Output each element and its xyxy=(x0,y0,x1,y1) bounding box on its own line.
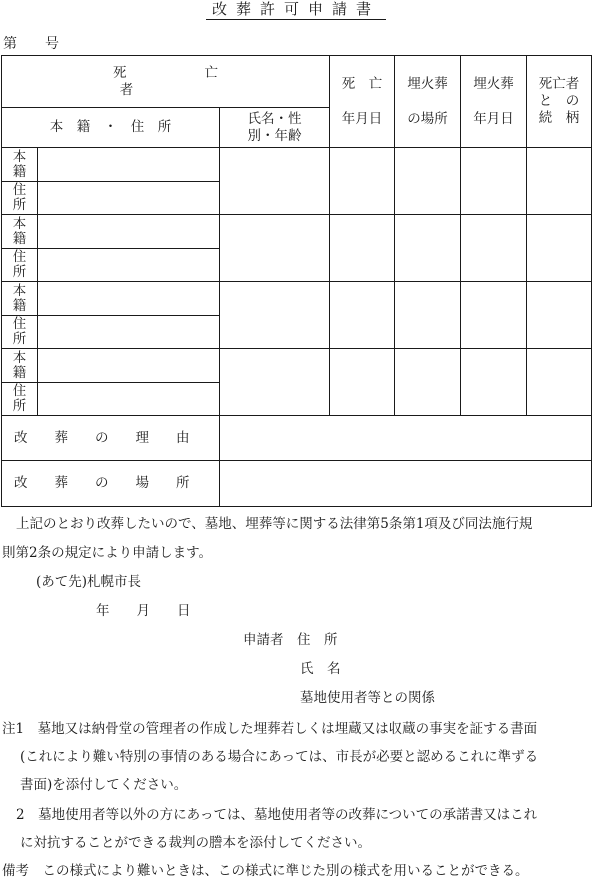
header-burial-date-line1: 埋火葬 xyxy=(473,75,514,92)
burial-place-field[interactable] xyxy=(395,215,461,282)
name-sex-age-field[interactable] xyxy=(220,148,330,215)
honseki-field[interactable] xyxy=(38,148,220,182)
name-sex-age-field[interactable] xyxy=(220,282,330,349)
remarks-line: 備考 この様式により難いときは、この様式に準じた別の様式を用いることができる。 xyxy=(2,863,529,879)
honseki-char-2: 籍 xyxy=(12,364,27,381)
note-2-line-1: 2 墓地使用者等以外の方にあっては、墓地使用者等の改葬についての承諾書又はこれ xyxy=(16,807,538,823)
relation-field[interactable] xyxy=(527,282,592,349)
applicant-relation-label: 墓地使用者等との関係 xyxy=(300,690,435,706)
relation-field[interactable] xyxy=(527,215,592,282)
form-title-text: 改葬許可申請書 xyxy=(206,0,386,20)
jusho-char-1: 住 xyxy=(12,182,27,198)
jusho-char-1: 住 xyxy=(12,249,27,265)
reburial-place-label: 改 葬 の 場 所 xyxy=(2,461,220,507)
header-burial-place-line1: 埋火葬 xyxy=(407,75,448,92)
address-field[interactable] xyxy=(38,249,220,282)
death-date-field[interactable] xyxy=(330,215,395,282)
burial-date-field[interactable] xyxy=(461,148,527,215)
application-table xyxy=(1,55,592,507)
jusho-label xyxy=(2,182,38,215)
relation-field[interactable] xyxy=(527,148,592,215)
jusho-char-2: 所 xyxy=(12,398,27,414)
header-burial-date xyxy=(461,56,527,148)
header-name-line2: 別・年齢 xyxy=(247,127,302,144)
honseki-field[interactable] xyxy=(38,215,220,249)
reburial-reason-field[interactable] xyxy=(220,416,592,461)
honseki-label xyxy=(2,148,38,182)
header-name-sex-age xyxy=(220,108,330,148)
header-name-line1: 氏名・性 xyxy=(247,110,302,127)
header-deceased xyxy=(2,56,330,108)
jusho-label xyxy=(2,249,38,282)
address-field[interactable] xyxy=(38,316,220,349)
burial-date-field[interactable] xyxy=(461,215,527,282)
jusho-label xyxy=(2,316,38,349)
form-title xyxy=(0,0,592,20)
honseki-char-2: 籍 xyxy=(12,230,27,247)
addressee: (あて先)札幌市長 xyxy=(36,574,142,590)
header-relation xyxy=(527,56,592,148)
header-death-date xyxy=(330,56,395,148)
honseki-char-1: 本 xyxy=(12,282,27,299)
name-sex-age-field[interactable] xyxy=(220,349,330,416)
note-1-line-3: 書面)を添付してください。 xyxy=(20,777,188,793)
burial-place-field[interactable] xyxy=(395,282,461,349)
honseki-label xyxy=(2,215,38,249)
statement-line-2: 則第2条の規定により申請します。 xyxy=(2,545,213,561)
header-burial-place-line2: の場所 xyxy=(407,110,448,127)
jusho-char-2: 所 xyxy=(12,264,27,280)
honseki-label xyxy=(2,349,38,383)
note-2-line-2: に対抗することができる裁判の謄本を添付してください。 xyxy=(20,835,371,851)
header-death-date-line1: 死 亡 xyxy=(341,75,383,92)
note-1-line-2: (これにより難い特別の事情のある場合にあっては、市長が必要と認めるこれに準ずる xyxy=(20,749,539,765)
address-field[interactable] xyxy=(38,383,220,416)
jusho-char-1: 住 xyxy=(12,383,27,399)
applicant-address-label: 申請者 住 所 xyxy=(243,632,338,648)
header-relation-line1: 死亡者 xyxy=(538,76,580,92)
header-burial-place xyxy=(395,56,461,148)
burial-date-field[interactable] xyxy=(461,282,527,349)
document-number-label: 第 号 xyxy=(3,36,59,52)
death-date-field[interactable] xyxy=(330,282,395,349)
jusho-label xyxy=(2,383,38,416)
burial-place-field[interactable] xyxy=(395,148,461,215)
honseki-char-1: 本 xyxy=(12,148,27,165)
burial-date-field[interactable] xyxy=(461,349,527,416)
burial-place-field[interactable] xyxy=(395,349,461,416)
honseki-field[interactable] xyxy=(38,349,220,383)
date-line: 年 月 日 xyxy=(96,603,191,619)
note-1-line-1: 注1 墓地又は納骨堂の管理者の作成した埋葬若しくは埋蔵又は収蔵の事実を証する書面 xyxy=(2,721,538,737)
name-sex-age-field[interactable] xyxy=(220,215,330,282)
header-relation-line3: 続 柄 xyxy=(538,110,580,126)
header-deceased-text: 死亡者 xyxy=(113,64,296,98)
death-date-field[interactable] xyxy=(330,148,395,215)
honseki-char-2: 籍 xyxy=(12,297,27,314)
jusho-char-1: 住 xyxy=(12,316,27,332)
relation-field[interactable] xyxy=(527,349,592,416)
header-death-date-line2: 年月日 xyxy=(341,110,383,127)
honseki-char-1: 本 xyxy=(12,349,27,366)
jusho-char-2: 所 xyxy=(12,331,27,347)
address-field[interactable] xyxy=(38,182,220,215)
reburial-place-field[interactable] xyxy=(220,461,592,507)
honseki-char-1: 本 xyxy=(12,215,27,232)
honseki-field[interactable] xyxy=(38,282,220,316)
header-relation-line2: と の xyxy=(538,93,580,109)
death-date-field[interactable] xyxy=(330,349,395,416)
honseki-label xyxy=(2,282,38,316)
honseki-char-2: 籍 xyxy=(12,163,27,180)
header-burial-date-line2: 年月日 xyxy=(473,110,514,127)
reburial-reason-label: 改 葬 の 理 由 xyxy=(2,416,220,461)
jusho-char-2: 所 xyxy=(12,197,27,213)
applicant-name-label: 氏 名 xyxy=(300,661,341,677)
statement-line-1: 上記のとおり改葬したいので、墓地、埋葬等に関する法律第5条第1項及び同法施行規 xyxy=(16,516,533,532)
header-domicile-address: 本 籍 ・ 住 所 xyxy=(2,108,220,148)
